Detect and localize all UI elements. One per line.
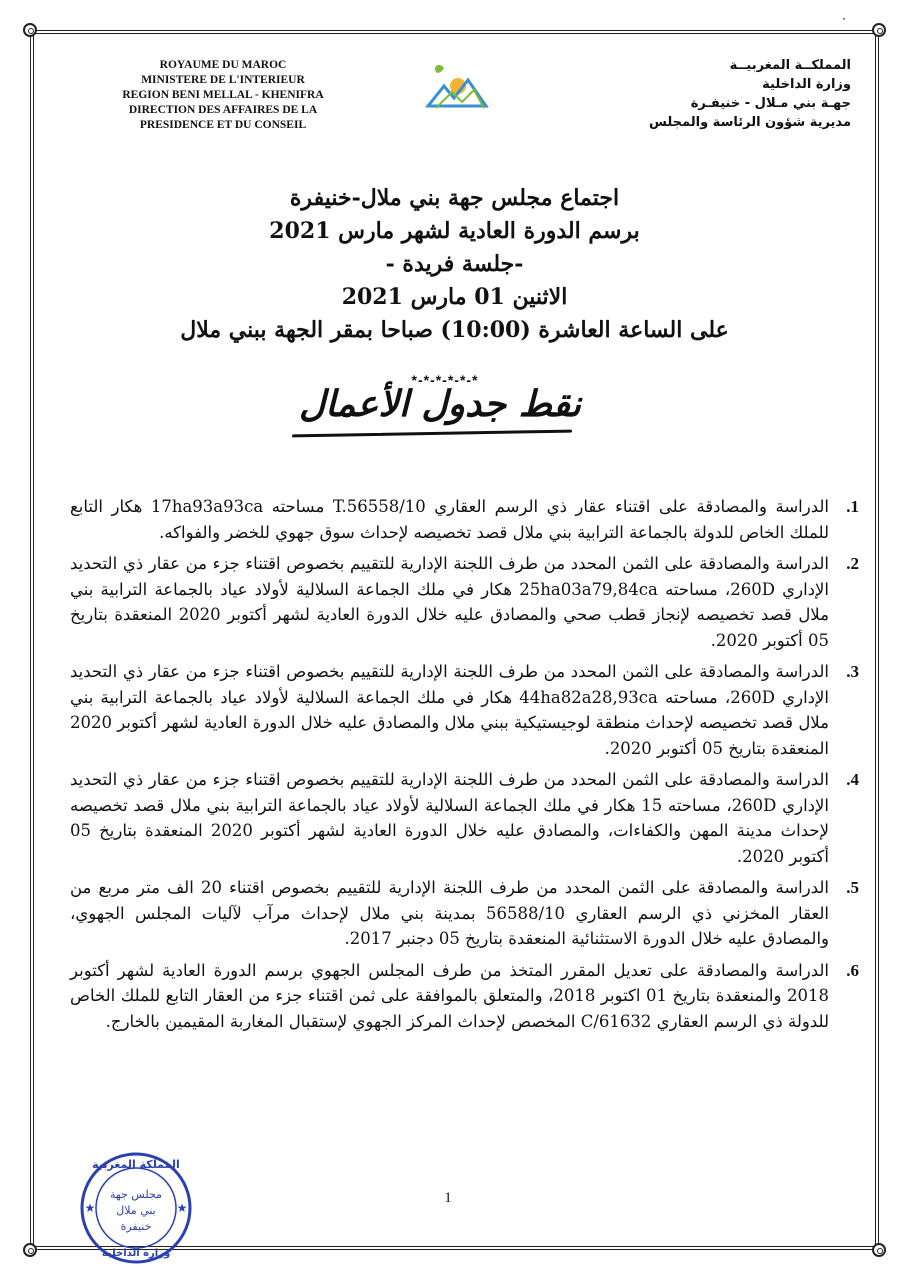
agenda-list xyxy=(70,494,859,1040)
stamp-text: المملكة المغربية xyxy=(92,1158,180,1171)
header-fr-line: MINISTERE DE L'INTERIEUR xyxy=(141,74,305,86)
agenda-item-number: .5 xyxy=(846,878,859,897)
header-ar-line: المملكــة المغربيــة xyxy=(729,58,851,73)
border-corner-ornament xyxy=(23,1243,37,1257)
header-ar-line: مديرية شؤون الرئاسة والمجلس xyxy=(648,115,851,130)
star-icon: ★ xyxy=(84,1201,96,1215)
stamp-text: خنيفرة xyxy=(120,1220,152,1233)
agenda-item xyxy=(70,875,859,952)
header-fr-line: REGION BENI MELLAL - KHENIFRA xyxy=(122,89,324,101)
region-logo xyxy=(422,62,492,120)
official-stamp xyxy=(76,1148,196,1268)
agenda-item-text: الدراسة والمصادقة على تعديل المقرر المتخذ من طرف المجلس الجهوي برسم الدورة العادية لشهر أكتوبر 2018 والمنعقدة بتاريخ 01 اكتوبر 2018، والمتعلق بالموافقة على ثمن اقتناء جزء من العقار التابع للملك الخاص للدولة ذي الرسم العقاري C/61632 المخصص لإحداث المركز الجهوي لإستقبال المغاربة المقيمين بالخارج. xyxy=(70,960,829,1031)
agenda-item-text: الدراسة والمصادقة على اقتناء عقار ذي الرسم العقاري T.56558/10 مساحته 17ha93a93ca هكار التابع للملك الخاص للدولة بالجماعة الترابية بني ملال قصد تخصيصه لإحداث سوق جهوي للخضر والفواكه. xyxy=(70,497,829,542)
agenda-item-number: .3 xyxy=(846,662,859,681)
header-french xyxy=(108,58,338,133)
separator-stars: *-*-*-*-*-* xyxy=(411,372,479,388)
star-icon: ★ xyxy=(176,1201,188,1215)
border-corner-ornament xyxy=(23,23,37,37)
agenda-item-text: الدراسة والمصادقة على الثمن المحدد من طرف اللجنة الإدارية للتقييم بخصوص اقتناء جزء من عقار ذي التحديد الإداري 260D، مساحته 15 هكار في ملك الجماعة السلالية لأولاد عياد بالجماعة الترابية بني ملال قصد تخصيصه لإحداث مدينة المهن والكفاءات، والمصادق عليه خلال الدورة العادية لشهر أكتوبر 2020 المنعقدة بتاريخ 05 أكتوبر 2020. xyxy=(70,770,830,866)
stamp-text: وزارة الداخلية xyxy=(101,1248,171,1259)
agenda-item-text: الدراسة والمصادقة على الثمن المحدد من طرف اللجنة الإدارية للتقييم بخصوص اقتناء 20 الف متر مربع من العقار المخزني ذي الرسم العقاري 56588/10 بمدينة بني ملال لإحداث مرآب لآليات المجلس الجهوي، والمصادق عليه خلال الدورة الاستثنائية المنعقدة بتاريخ 05 دجنبر 2017. xyxy=(70,878,829,948)
agenda-item-text: الدراسة والمصادقة على الثمن المحدد من طرف اللجنة الإدارية للتقييم بخصوص اقتناء جزء من عقار ذي التحديد الإداري 260D، مساحته 44ha82a28,93ca هكار في ملك الجماعة السلالية لأولاد عياد بالجماعة الترابية بني ملال قصد تخصيصه لإحداث منطقة لوجيستيكية ببني ملال والمصادق عليه خلال الدورة العادية لشهر أكتوبر 2020 المنعقدة بتاريخ 05 أكتوبر 2020. xyxy=(70,662,829,758)
agenda-item-number: .6 xyxy=(846,960,859,980)
session-title: برسم الدورة العادية لشهر مارس 2021 xyxy=(269,218,640,244)
page-number: 1 xyxy=(444,1190,452,1206)
header-arabic xyxy=(591,56,851,132)
scan-speck: · xyxy=(842,12,846,26)
header-fr-line: PRESIDENCE ET DU CONSEIL xyxy=(139,119,307,131)
agenda-item-number: .2 xyxy=(846,554,859,573)
agenda-item xyxy=(70,494,859,545)
session-type: -جلسة فريدة - xyxy=(385,251,524,277)
header-ar-line: جهـة بني مـلال - خنيفـرة xyxy=(690,96,851,111)
agenda-item-text: الدراسة والمصادقة على الثمن المحدد من طرف اللجنة الإدارية للتقييم بخصوص اقتناء جزء من عقار ذي التحديد الإداري 260D، مساحته 25ha03a79,84ca هكار في ملك الجماعة السلالية لأولاد عياد بالجماعة الترابية بني ملال قصد تخصيصه لإنجاز قطب صحي والمصادق عليه خلال الدورة العادية لشهر أكتوبر 2020 المنعقدة بتاريخ 05 أكتوبر 2020. xyxy=(70,554,829,650)
stamp-text: بني ملال xyxy=(116,1204,156,1217)
agenda-item-number: .4 xyxy=(846,770,859,789)
header-ar-line: وزارة الداخلية xyxy=(762,77,851,92)
meeting-title-block xyxy=(120,182,789,347)
meeting-date: الاثنين 01 مارس 2021 xyxy=(341,284,568,310)
agenda-title: نقط جدول الأعمال xyxy=(298,384,582,425)
header-fr-line: ROYAUME DU MAROC xyxy=(159,59,287,71)
header-fr-line: DIRECTION DES AFFAIRES DE LA xyxy=(128,104,318,116)
meeting-title: اجتماع مجلس جهة بني ملال-خنيفرة xyxy=(289,185,620,211)
agenda-item xyxy=(70,551,859,653)
agenda-item xyxy=(70,958,859,1035)
border-corner-ornament xyxy=(872,23,886,37)
agenda-item xyxy=(70,767,859,869)
stamp-text: مجلس جهة xyxy=(110,1188,162,1201)
agenda-item-number: .1 xyxy=(846,497,859,516)
meeting-time-place: على الساعة العاشرة (10:00) صباحا بمقر الجهة ببني ملال xyxy=(180,317,729,343)
agenda-item xyxy=(70,659,859,761)
border-corner-ornament xyxy=(872,1243,886,1257)
